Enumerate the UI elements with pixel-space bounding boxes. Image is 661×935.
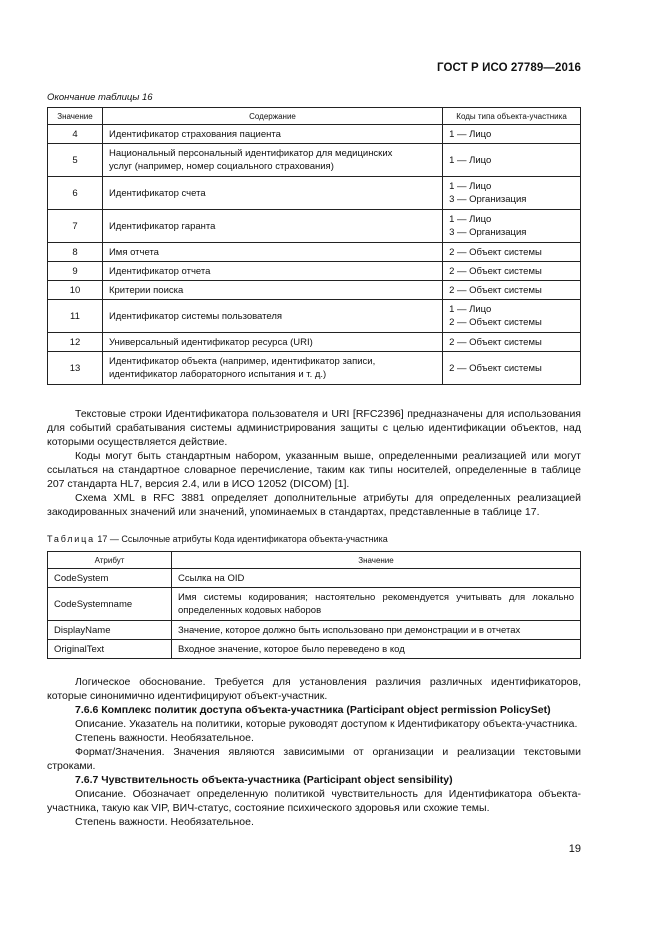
paragraph: Схема XML в RFC 3881 определяет дополнительные атрибуты для определенных реализацией закодированных значений или значений, упоминаемых в стандартах, представленные в таблице 17. [47,492,581,518]
table-row [48,177,581,210]
cell-codes [443,144,581,177]
cell-codes [443,210,581,243]
cell-value: 13 [48,352,103,385]
cell-codes [443,125,581,144]
cell-value: 12 [48,333,103,352]
cell-content [102,262,442,281]
content-line: Национальный персональный идентификатор для медицинских [108,148,393,159]
section-heading: 7.6.7 Чувствительность объекта-участника (Participant object sensibility) [75,774,453,786]
cell-meaning: Входное значение, которое было переведено в код [172,640,581,659]
table-row [48,333,581,352]
cell-attribute: CodeSystem [48,569,172,588]
code-line: 1 — Лицо [449,181,492,192]
paragraph: Степень важности. Необязательное. [75,816,254,828]
table-row [48,281,581,300]
paragraph-block-2 [47,675,581,829]
table-row [48,569,581,588]
column-header-codes: Коды типа объекта-участника [443,108,581,125]
content-line: Идентификатор объекта (например, идентификатор записи, [108,356,376,367]
content-line: Идентификатор страхования пациента [108,128,281,140]
cell-meaning: Значение, которое должно быть использовано при демонстрации и в отчетах [172,621,581,640]
code-line: 2 — Объект системы [449,336,542,348]
table16-caption: Окончание таблицы 16 [47,92,153,103]
column-header-attribute: Атрибут [48,552,172,569]
table-row [48,144,581,177]
paragraph: Логическое обоснование. Требуется для установления различия различных идентификаторов, которые синонимично идентифицируют объект-участник. [47,676,581,702]
column-header-content: Содержание [102,108,442,125]
cell-value: 9 [48,262,103,281]
cell-value: 6 [48,177,103,210]
cell-codes [443,281,581,300]
code-line: 2 — Объект системы [449,362,542,374]
cell-meaning: Имя системы кодирования; настоятельно рекомендуется учитывать для локально определенных кодовых наборов [172,588,581,621]
cell-codes [443,243,581,262]
cell-content [102,125,442,144]
column-header-meaning: Значение [172,552,581,569]
content-line: Идентификатор гаранта [108,220,216,232]
code-line: 3 — Организация [449,194,527,205]
code-line: 3 — Организация [449,227,527,238]
code-line: 2 — Объект системы [449,284,542,296]
paragraph: Формат/Значения. Значения являются зависимыми от организации и реализации текстовыми строками. [47,746,581,772]
table17-body [48,569,581,659]
paragraph: Описание. Обозначает определенную политикой чувствительность для Идентификатора объекта-участника, такую как VIP, ВИЧ-статус, состояние психического здоровья или схожие темы. [47,788,581,814]
code-line: 2 — Объект системы [449,317,542,328]
cell-attribute: CodeSystemname [48,588,172,621]
table-row [48,621,581,640]
cell-codes [443,262,581,281]
content-line: Критерии поиска [108,284,184,296]
table-row [48,243,581,262]
cell-content [102,333,442,352]
cell-meaning: Ссылка на OID [172,569,581,588]
code-line: 2 — Объект системы [449,246,542,258]
cell-value: 7 [48,210,103,243]
page-number: 19 [568,843,581,855]
paragraph: Описание. Указатель на политики, которые руководят доступом к Идентификатору объекта-участника. [75,718,578,730]
cell-content [102,177,442,210]
cell-codes [443,352,581,385]
cell-content [102,210,442,243]
code-line: 1 — Лицо [449,304,492,315]
content-line: Имя отчета [108,246,159,258]
table16-body [48,125,581,385]
cell-codes [443,333,581,352]
content-line: Универсальный идентификатор ресурса (URI) [108,336,313,348]
content-line: услуг (например, номер социального страхования) [108,161,334,172]
table-16 [47,107,581,385]
cell-codes [443,300,581,333]
cell-content [102,281,442,300]
cell-value: 8 [48,243,103,262]
content-line: идентификатор лабораторного испытания и т. д.) [108,369,327,380]
table17-caption-word: Таблица [47,534,95,544]
cell-attribute: OriginalText [48,640,172,659]
cell-codes [443,177,581,210]
cell-value: 4 [48,125,103,144]
standard-header: ГОСТ Р ИСО 27789—2016 [436,62,581,74]
code-line: 1 — Лицо [449,154,492,166]
table-row [48,300,581,333]
code-line: 1 — Лицо [449,214,492,225]
cell-content [102,352,442,385]
cell-value: 5 [48,144,103,177]
table-row [48,210,581,243]
cell-attribute: DisplayName [48,621,172,640]
content-line: Идентификатор системы пользователя [108,310,283,322]
cell-content [102,300,442,333]
table-row [48,588,581,621]
paragraph: Степень важности. Необязательное. [75,732,254,744]
section-heading: 7.6.6 Комплекс политик доступа объекта-участника (Participant object permission PolicySet) [75,704,551,716]
paragraph-block-1 [47,407,581,519]
content-line: Идентификатор счета [108,187,206,199]
cell-value: 11 [48,300,103,333]
code-line: 1 — Лицо [449,128,492,140]
table-17 [47,551,581,659]
cell-content [102,144,442,177]
paragraph: Коды могут быть стандартным набором, указанным выше, определенными реализацией или могут ссылаться на стандартное словарное перечисление, таким как типы носителей, определенные в таблице 207 стандарта HL7, версия 2.4, или в ИСО 12052 (DICOM) [1]. [47,450,581,490]
content-line: Идентификатор отчета [108,265,211,277]
paragraph: Текстовые строки Идентификатора пользователя и URI [RFC2396] предназначены для использования для событий срабатывания системы администрирования защиты с целью идентификации объектов, над которыми осуществляется действие. [47,408,581,448]
table-row [48,352,581,385]
table17-caption-rest: 17 — Ссылочные атрибуты Кода идентификатора объекта-участника [94,534,388,544]
code-line: 2 — Объект системы [449,265,542,277]
table-row [48,640,581,659]
cell-content [102,243,442,262]
table-row [48,262,581,281]
cell-value: 10 [48,281,103,300]
column-header-value: Значение [48,108,103,125]
table-row [48,125,581,144]
table17-caption [47,534,388,544]
